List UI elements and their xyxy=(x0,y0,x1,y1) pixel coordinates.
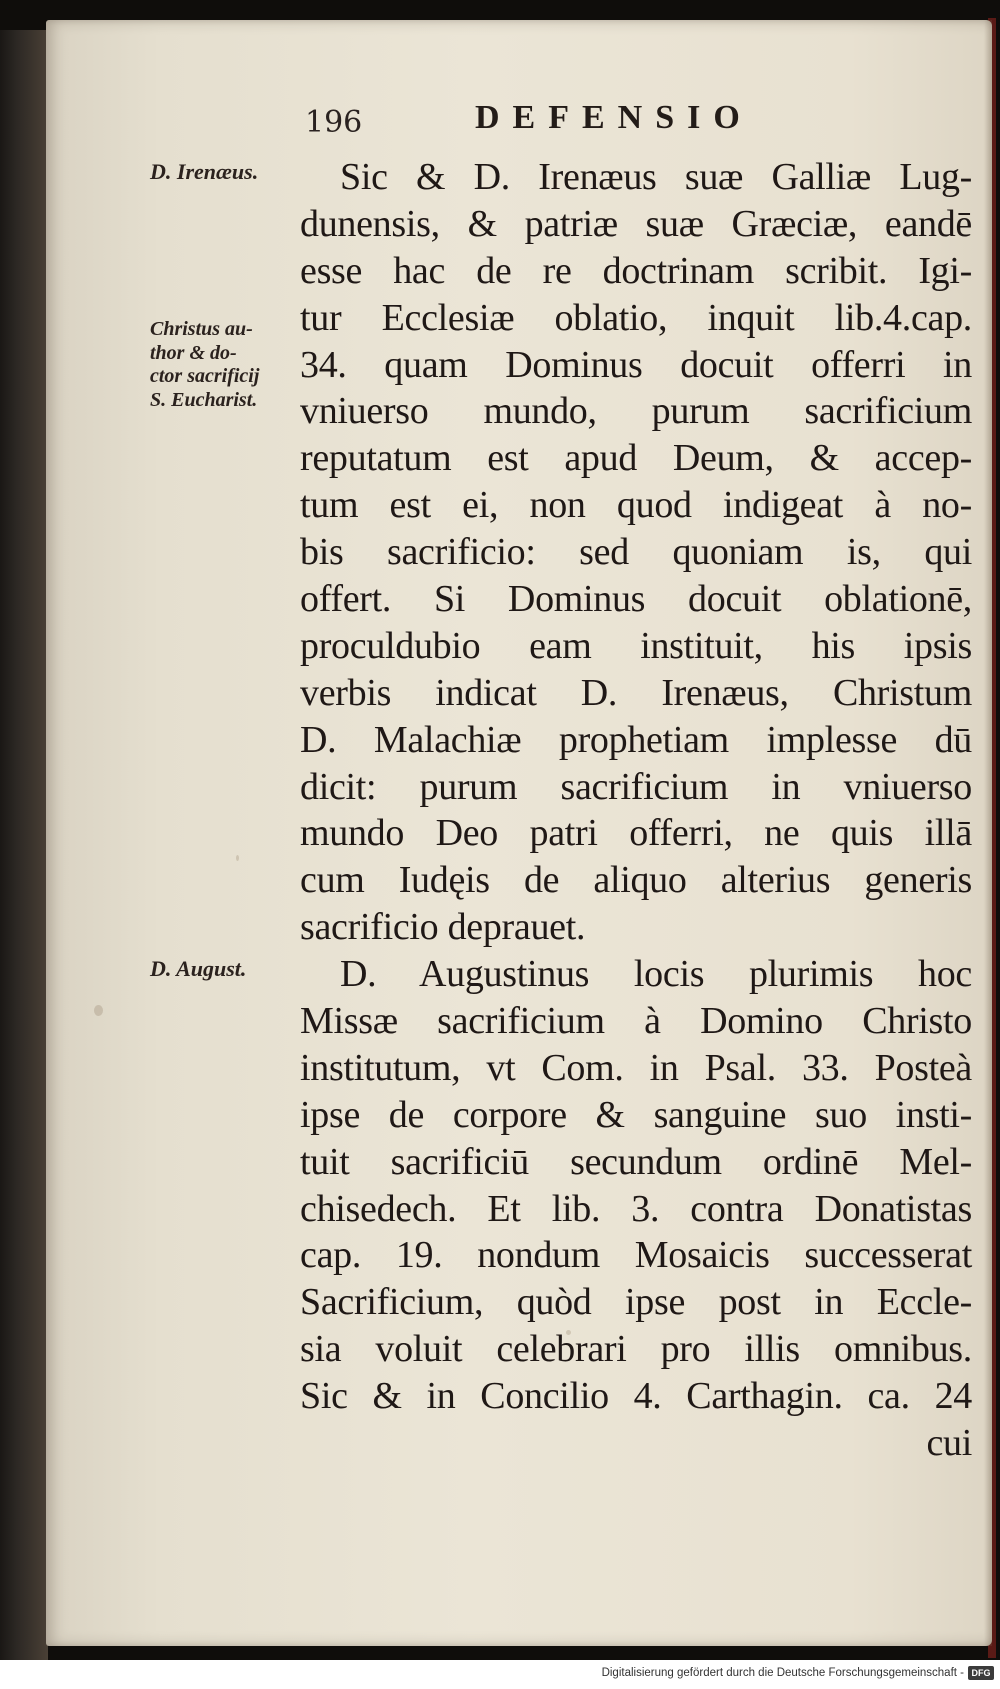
text-line: cap. 19. nondum Mosaicis successerat xyxy=(300,1234,972,1277)
text-line: Missæ sacrificium à Domino Christo xyxy=(300,1000,972,1043)
body-text xyxy=(300,154,972,1467)
page-header xyxy=(0,95,1000,145)
text-line: dicit: purum sacrificium in vniuerso xyxy=(300,765,972,808)
margin-note-line: S. Eucharist. xyxy=(150,388,258,411)
paper-stain xyxy=(236,855,239,861)
margin-note-line: ctor sacrificij xyxy=(150,365,260,387)
book-spine xyxy=(0,30,48,1660)
text-line: tur Ecclesiæ oblatio, inquit lib.4.cap. xyxy=(300,296,972,339)
text-line: tuit sacrificiū secundum ordinē Mel- xyxy=(300,1140,972,1183)
text-line: tum est ei, non quod indigeat à no- xyxy=(300,484,972,527)
text-line: esse hac de re doctrinam scribit. Igi- xyxy=(300,249,972,292)
catchword: cui xyxy=(926,1422,972,1465)
text-line: cum Iudęis de aliquo alterius generis xyxy=(300,859,972,902)
margin-note-christus xyxy=(150,318,300,412)
text-line: Sic & in Concilio 4. Carthagin. ca. 24 xyxy=(300,1375,972,1418)
margin-note-line: thor & do- xyxy=(150,341,237,364)
text-line: dunensis, & patriæ suæ Græciæ, eandē xyxy=(300,202,972,245)
digitization-credit: Digitalisierung gefördert durch die Deutsche Forschungsgemeinschaft - xyxy=(601,1667,964,1679)
page-shadow xyxy=(984,20,992,1646)
page-number: 196 xyxy=(305,105,363,140)
text-line: Sic & D. Irenæus suæ Galliæ Lug- xyxy=(340,156,972,198)
dfg-logo-icon: DFG xyxy=(968,1666,994,1680)
paper-stain xyxy=(94,1005,103,1016)
footer-bar xyxy=(0,1660,1000,1689)
text-line: sacrificio deprauet. xyxy=(300,906,586,949)
text-line: vniuerso mundo, purum sacrificium xyxy=(300,390,972,433)
margin-note-irenaeus: D. Irenæus. xyxy=(150,159,259,184)
text-line: mundo Deo patri offerri, ne quis illā xyxy=(300,812,972,855)
text-line: institutum, vt Com. in Psal. 33. Posteà xyxy=(300,1046,972,1089)
text-line: reputatum est apud Deum, & accep- xyxy=(300,437,972,480)
text-line: chisedech. Et lib. 3. contra Donatistas xyxy=(300,1187,972,1230)
text-line: proculdubio eam instituit, his ipsis xyxy=(300,624,972,667)
text-line: ipse de corpore & sanguine suo insti- xyxy=(300,1093,972,1136)
text-line: offert. Si Dominus docuit oblationē, xyxy=(300,578,972,621)
text-line: verbis indicat D. Irenæus, Christum xyxy=(300,671,972,714)
text-line: bis sacrificio: sed quoniam is, qui xyxy=(300,531,972,574)
running-head: DEFENSIO xyxy=(475,99,753,136)
text-line: sia voluit celebrari pro illis omnibus. xyxy=(300,1328,972,1371)
margin-note-augustine: D. August. xyxy=(150,956,247,981)
text-line: D. Augustinus locis plurimis hoc xyxy=(340,953,972,996)
margin-note-line: Christus au- xyxy=(150,318,253,340)
text-line: Sacrificium, quòd ipse post in Eccle- xyxy=(300,1281,972,1324)
text-line: D. Malachiæ prophetiam implesse dū xyxy=(300,718,972,761)
text-line: 34. quam Dominus docuit offerri in xyxy=(300,343,972,386)
